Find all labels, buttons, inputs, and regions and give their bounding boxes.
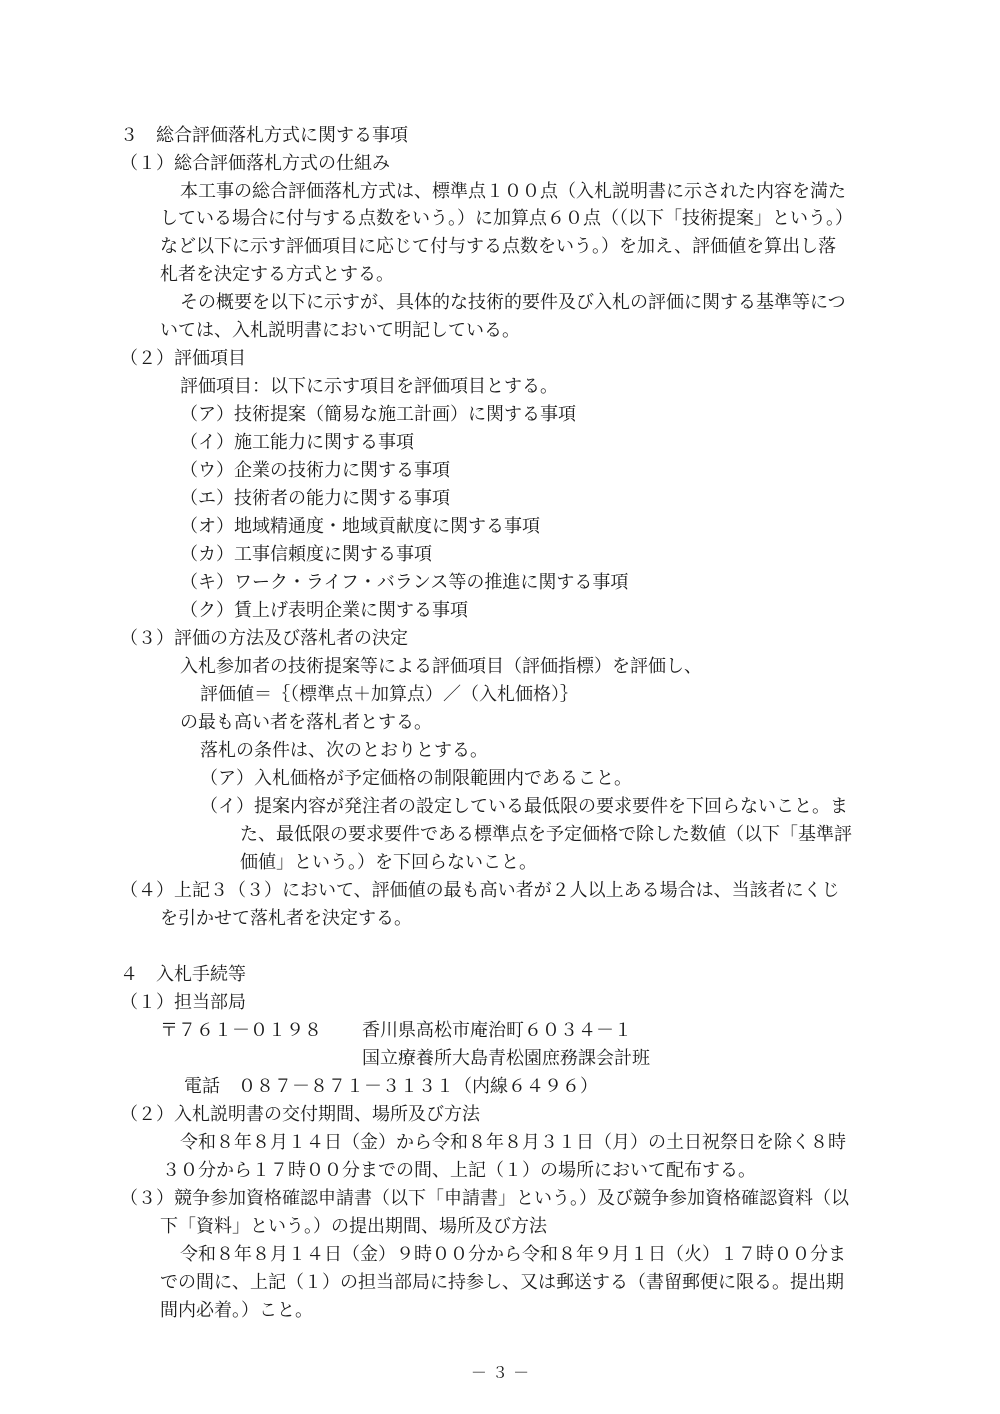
page-number: － ３ － bbox=[470, 1363, 530, 1382]
subsection-4-1-heading: （１）担当部局 bbox=[120, 992, 246, 1013]
conditions-intro: 落札の条件は、次のとおりとする。 bbox=[200, 740, 488, 761]
subsection-3-1-heading: （１）総合評価落札方式の仕組み bbox=[120, 153, 390, 174]
evaluation-item: （ウ）企業の技術力に関する事項 bbox=[180, 460, 450, 481]
condition-item: （イ）提案内容が発注者の設定している最低限の要求要件を下回らないこと。ま bbox=[200, 796, 848, 817]
subsection-3-4: （４）上記３（３）において、評価値の最も高い者が２人以上ある場合は、当該者にくじ bbox=[120, 880, 840, 901]
body-line: している場合に付与する点数をいう。）に加算点６０点（（以下「技術提案」という。） bbox=[160, 208, 853, 229]
section-4-heading: ４ 入札手続等 bbox=[120, 964, 246, 985]
evaluation-items-intro: 評価項目：以下に示す項目を評価項目とする。 bbox=[180, 376, 558, 397]
subsection-4-3-heading: 下「資料」という。）の提出期間、場所及び方法 bbox=[160, 1216, 547, 1237]
body-line: その概要を以下に示すが、具体的な技術的要件及び入札の評価に関する基準等につ bbox=[180, 292, 846, 313]
subsection-4-2-heading: （２）入札説明書の交付期間、場所及び方法 bbox=[120, 1104, 480, 1125]
body-line: 令和８年８月１４日（金）から令和８年８月３１日（月）の土日祝祭日を除く８時 bbox=[180, 1132, 846, 1153]
address: 香川県高松市庵治町６０３４－１ bbox=[362, 1020, 632, 1041]
evaluation-item: （ア）技術提案（簡易な施工計画）に関する事項 bbox=[180, 404, 576, 425]
body-line: での間に、上記（１）の担当部局に持参し、又は郵送する（書留郵便に限る。提出期 bbox=[160, 1272, 844, 1293]
evaluation-item: （ク）賃上げ表明企業に関する事項 bbox=[180, 600, 468, 621]
evaluation-item: （カ）工事信頼度に関する事項 bbox=[180, 544, 432, 565]
subsection-3-2-heading: （２）評価項目 bbox=[120, 348, 246, 369]
office-name: 国立療養所大島青松園庶務課会計班 bbox=[362, 1048, 650, 1069]
postal-code: 〒７６１－０１９８ bbox=[160, 1020, 322, 1041]
evaluation-item: （キ）ワーク・ライフ・バランス等の推進に関する事項 bbox=[180, 572, 629, 593]
body-line: を引かせて落札者を決定する。 bbox=[160, 908, 412, 929]
subsection-4-3-heading: （３）競争参加資格確認申請書（以下「申請書」という。）及び競争参加資格確認資料（以 bbox=[120, 1188, 849, 1209]
condition-item: （ア）入札価格が予定価格の制限範囲内であること。 bbox=[200, 768, 632, 789]
evaluation-item: （イ）施工能力に関する事項 bbox=[180, 432, 414, 453]
body-line: 札者を決定する方式とする。 bbox=[160, 264, 394, 285]
subsection-3-3-heading: （３）評価の方法及び落札者の決定 bbox=[120, 628, 408, 649]
body-line: 入札参加者の技術提案等による評価項目（評価指標）を評価し、 bbox=[180, 656, 702, 677]
evaluation-formula: 評価値＝｛（標準点＋加算点）／（入札価格）｝ bbox=[200, 684, 578, 705]
phone: 電話 ０８７－８７１－３１３１（内線６４９６） bbox=[184, 1076, 598, 1097]
body-line: 間内必着。）こと。 bbox=[160, 1300, 313, 1321]
section-3-heading: ３ 総合評価落札方式に関する事項 bbox=[120, 125, 408, 146]
body-line: など以下に示す評価項目に応じて付与する点数をいう。）を加え、評価値を算出し落 bbox=[160, 236, 837, 257]
condition-item: た、最低限の要求要件である標準点を予定価格で除した数値（以下「基準評 bbox=[240, 824, 852, 845]
body-line: ３０分から１７時００分までの間、上記（１）の場所において配布する。 bbox=[162, 1160, 756, 1181]
body-line: の最も高い者を落札者とする。 bbox=[180, 712, 432, 733]
condition-item: 価値」という。）を下回らないこと。 bbox=[240, 852, 537, 873]
body-line: 本工事の総合評価落札方式は、標準点１００点（入札説明書に示された内容を満た bbox=[180, 181, 846, 202]
evaluation-item: （オ）地域精通度・地域貢献度に関する事項 bbox=[180, 516, 540, 537]
evaluation-item: （エ）技術者の能力に関する事項 bbox=[180, 488, 450, 509]
body-line: いては、入札説明書において明記している。 bbox=[160, 320, 520, 341]
body-line: 令和８年８月１４日（金）９時００分から令和８年９月１日（火）１７時００分ま bbox=[180, 1244, 846, 1265]
